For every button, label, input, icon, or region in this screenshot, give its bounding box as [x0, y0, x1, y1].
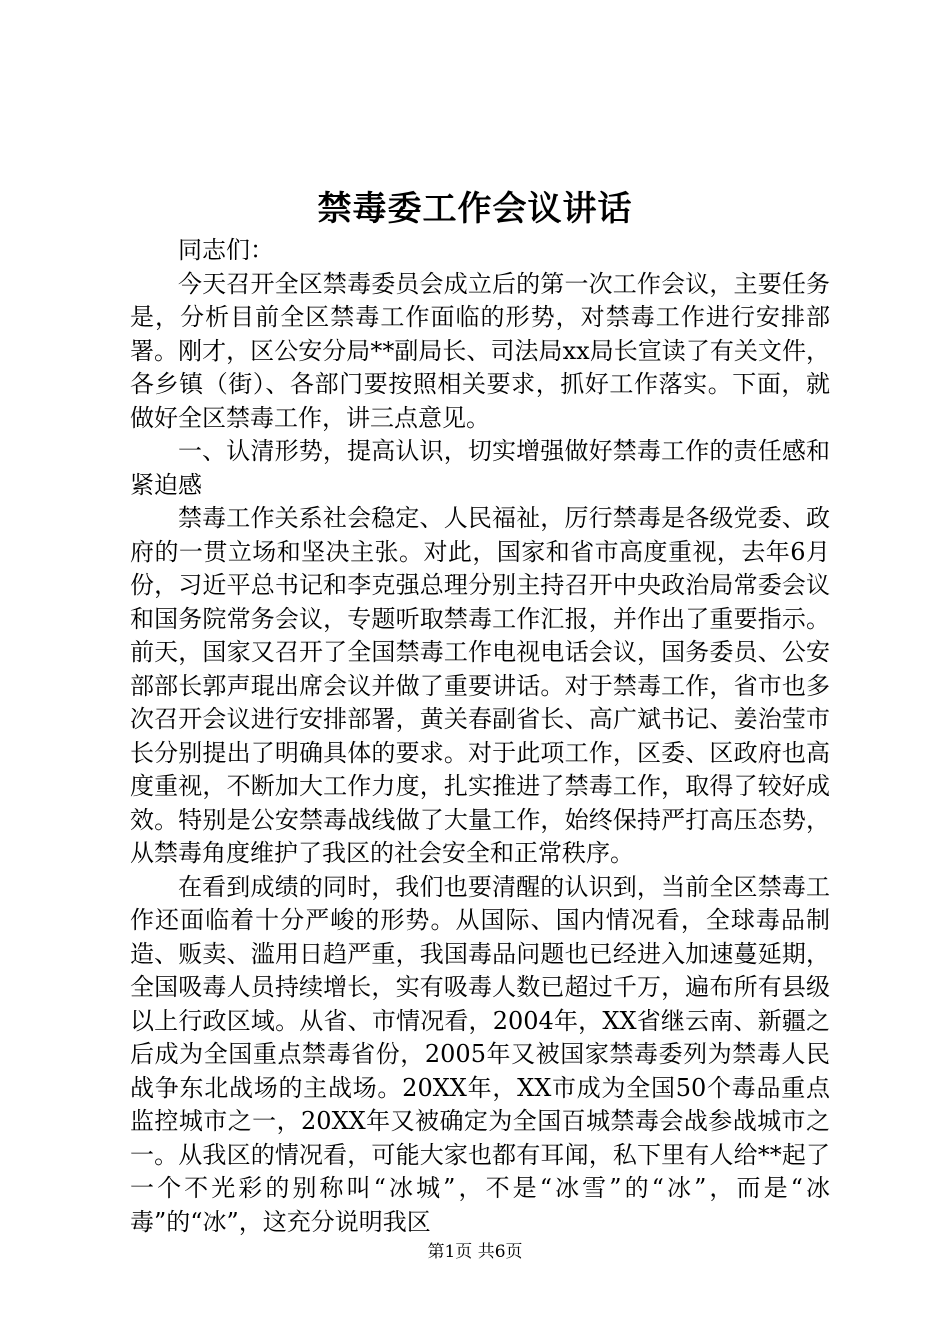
page-footer: 第1页 共6页 [427, 1242, 523, 1262]
paragraph-importance: 禁毒工作关系社会稳定、人民福祉，厉行禁毒是各级党委、政府的一贯立场和坚决主张。对此，国家和省市高度重视，去年6月份，习近平总书记和李克强总理分别主持召开中央政治局常委会议和国务院常务会议，专题听取禁毒工作汇报，并作出了重要指示。前天，国家又召开了全国禁毒工作电视电话会议，国务委员、公安部部长郭声琨出席会议并做了重要讲话。对于禁毒工作，省市也多次召开会议进行安排部署，黄关春副省长、高广斌书记、姜治莹市长分别提出了明确具体的要求。对于此项工作，区委、区政府也高度重视，不断加大工作力度，扎实推进了禁毒工作，取得了较好成效。特别是公安禁毒战线做了大量工作，始终保持严打高压态势，从禁毒角度维护了我区的社会安全和正常秩序。 [130, 504, 830, 867]
paragraph-intro: 今天召开全区禁毒委员会成立后的第一次工作会议，主要任务是，分析目前全区禁毒工作面临的形势，对禁毒工作进行安排部署。刚才，区公安分局**副局长、司法局xx局长宣读了有关文件，各乡镇（街）、各部门要按照相关要求，抓好工作落实。下面，就做好全区禁毒工作，讲三点意见。 [130, 269, 830, 432]
document-title: 禁毒委工作会议讲话 [317, 189, 633, 229]
salutation: 同志们： [178, 236, 274, 264]
paragraph-situation: 在看到成绩的同时，我们也要清醒的认识到，当前全区禁毒工作还面临着十分严峻的形势。从国际、国内情况看，全球毒品制造、贩卖、滥用日趋严重，我国毒品问题也已经进入加速蔓延期，全国吸毒人员持续增长，实有吸毒人数已超过千万，遍布所有县级以上行政区域。从省、市情况看，2004年，XX省继云南、新疆之后成为全国重点禁毒省份，2005年又被国家禁毒委列为禁毒人民战争东北战场的主战场。20XX年，XX市成为全国50个毒品重点监控城市之一，20XX年又被确定为全国百城禁毒会战参战城市之一。从我区的情况看，可能大家也都有耳闻，私下里有人给**起了一个不光彩的别称叫“冰城”，不是“冰雪”的“冰”，而是“冰毒”的“冰”，这充分说明我区 [130, 872, 830, 1236]
document-body [130, 234, 830, 1239]
section-heading-1: 一、认清形势，提高认识，切实增强做好禁毒工作的责任感和紧迫感 [130, 437, 830, 499]
